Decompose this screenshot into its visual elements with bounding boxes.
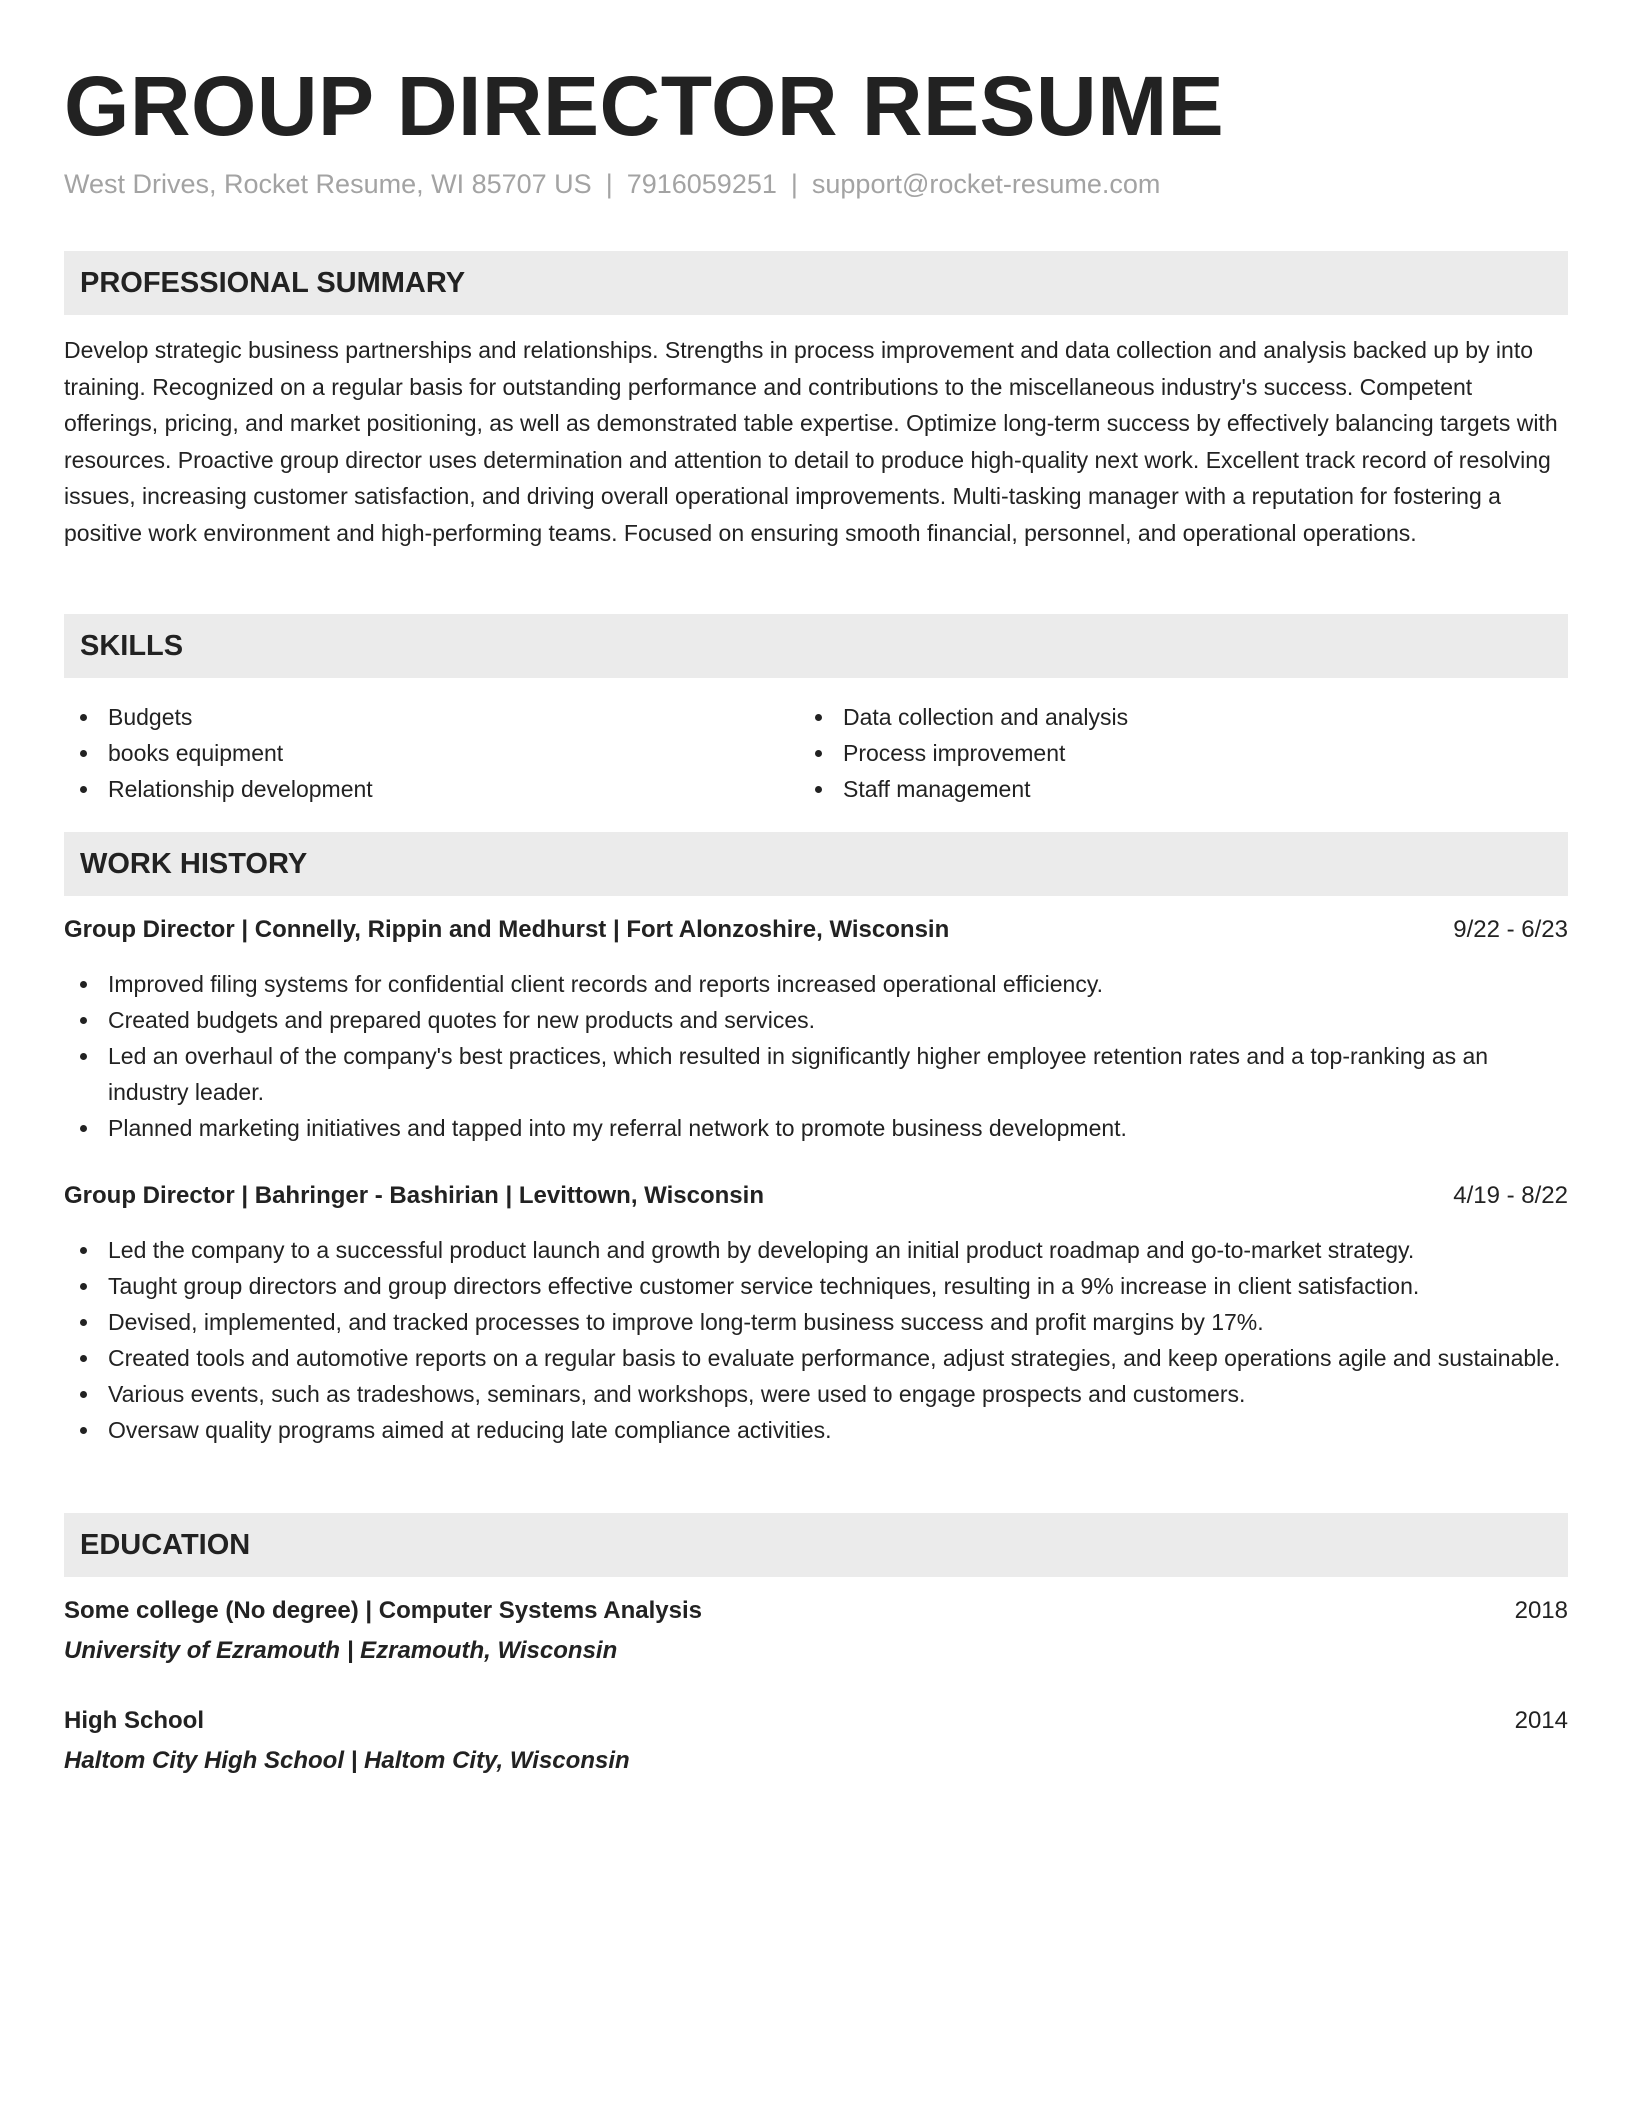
education-year: 2014 (1514, 1707, 1568, 1734)
job-bullet: Created budgets and prepared quotes for new products and services. (64, 1002, 1568, 1038)
contact-line (64, 166, 1160, 202)
job-dates: 9/22 - 6/23 (1453, 916, 1568, 943)
skill-item: Data collection and analysis (799, 699, 1539, 735)
education-school: University of Ezramouth | Ezramouth, Wisconsin (64, 1637, 618, 1664)
contact-separator: | (790, 169, 798, 199)
section-header-education: EDUCATION (64, 1513, 1568, 1577)
education-header (64, 1593, 1568, 1629)
job-header (64, 1178, 1568, 1214)
education-header (64, 1703, 1568, 1739)
job-bullet: Planned marketing initiatives and tapped into my referral network to promote business development. (64, 1110, 1568, 1146)
job-bullet: Led the company to a successful product launch and growth by developing an initial product roadmap and go-to-market strategy. (64, 1232, 1568, 1268)
job-dates: 4/19 - 8/22 (1453, 1182, 1568, 1209)
section-header-work: WORK HISTORY (64, 832, 1568, 896)
contact-email: support@rocket-resume.com (811, 169, 1161, 199)
job-bullet: Taught group directors and group directors effective customer service techniques, resulting in a 9% increase in client satisfaction. (64, 1268, 1568, 1304)
job-bullets (64, 966, 1568, 1146)
job-header (64, 912, 1568, 948)
skill-item: Budgets (64, 699, 804, 735)
section-header-summary: PROFESSIONAL SUMMARY (64, 251, 1568, 315)
education-school: Haltom City High School | Haltom City, Wisconsin (64, 1747, 630, 1774)
section-header-skills: SKILLS (64, 614, 1568, 678)
job-bullet: Devised, implemented, and tracked processes to improve long-term business success and profit margins by 17%. (64, 1304, 1568, 1340)
job-title: Group Director | Bahringer - Bashirian | Levittown, Wisconsin (64, 1182, 764, 1209)
job-bullet: Led an overhaul of the company's best practices, which resulted in significantly higher employee retention rates and a top-ranking as an industry leader. (64, 1038, 1568, 1110)
contact-phone: 7916059251 (626, 169, 777, 199)
job-bullet: Oversaw quality programs aimed at reducing late compliance activities. (64, 1412, 1568, 1448)
contact-separator: | (605, 169, 613, 199)
education-degree: High School (64, 1707, 204, 1734)
skills-list-right (799, 699, 1539, 807)
skill-item: books equipment (64, 735, 804, 771)
skill-item: Process improvement (799, 735, 1539, 771)
resume-title: GROUP DIRECTOR RESUME (64, 59, 1225, 153)
job-bullet: Improved filing systems for confidential client records and reports increased operational efficiency. (64, 966, 1568, 1002)
education-year: 2018 (1514, 1597, 1568, 1624)
contact-address: West Drives, Rocket Resume, WI 85707 US (64, 169, 592, 199)
job-bullets (64, 1232, 1568, 1448)
job-title: Group Director | Connelly, Rippin and Medhurst | Fort Alonzoshire, Wisconsin (64, 916, 950, 943)
skill-item: Staff management (799, 771, 1539, 807)
education-degree: Some college (No degree) | Computer Systems Analysis (64, 1597, 703, 1624)
summary-paragraph: Develop strategic business partnerships and relationships. Strengths in process improvement and data collection and analysis backed up by into training. Recognized on a regular basis for outstanding performance and contributions to the miscellaneous industry's success. Competent offerings, pricing, and market positioning, as well as demonstrated table expertise. Optimize long-term success by effectively balancing targets with resources. Proactive group director uses determination and attention to detail to produce high-quality next work. Excellent track record of resolving issues, increasing customer satisfaction, and driving overall operational improvements. Multi-tasking manager with a reputation for fostering a positive work environment and high-performing teams. Focused on ensuring smooth financial, personnel, and operational operations. (64, 337, 1558, 546)
job-bullet: Various events, such as tradeshows, seminars, and workshops, were used to engage prospects and customers. (64, 1376, 1568, 1412)
skills-list-left (64, 699, 804, 807)
skill-item: Relationship development (64, 771, 804, 807)
job-bullet: Created tools and automotive reports on a regular basis to evaluate performance, adjust strategies, and keep operations agile and sustainable. (64, 1340, 1568, 1376)
